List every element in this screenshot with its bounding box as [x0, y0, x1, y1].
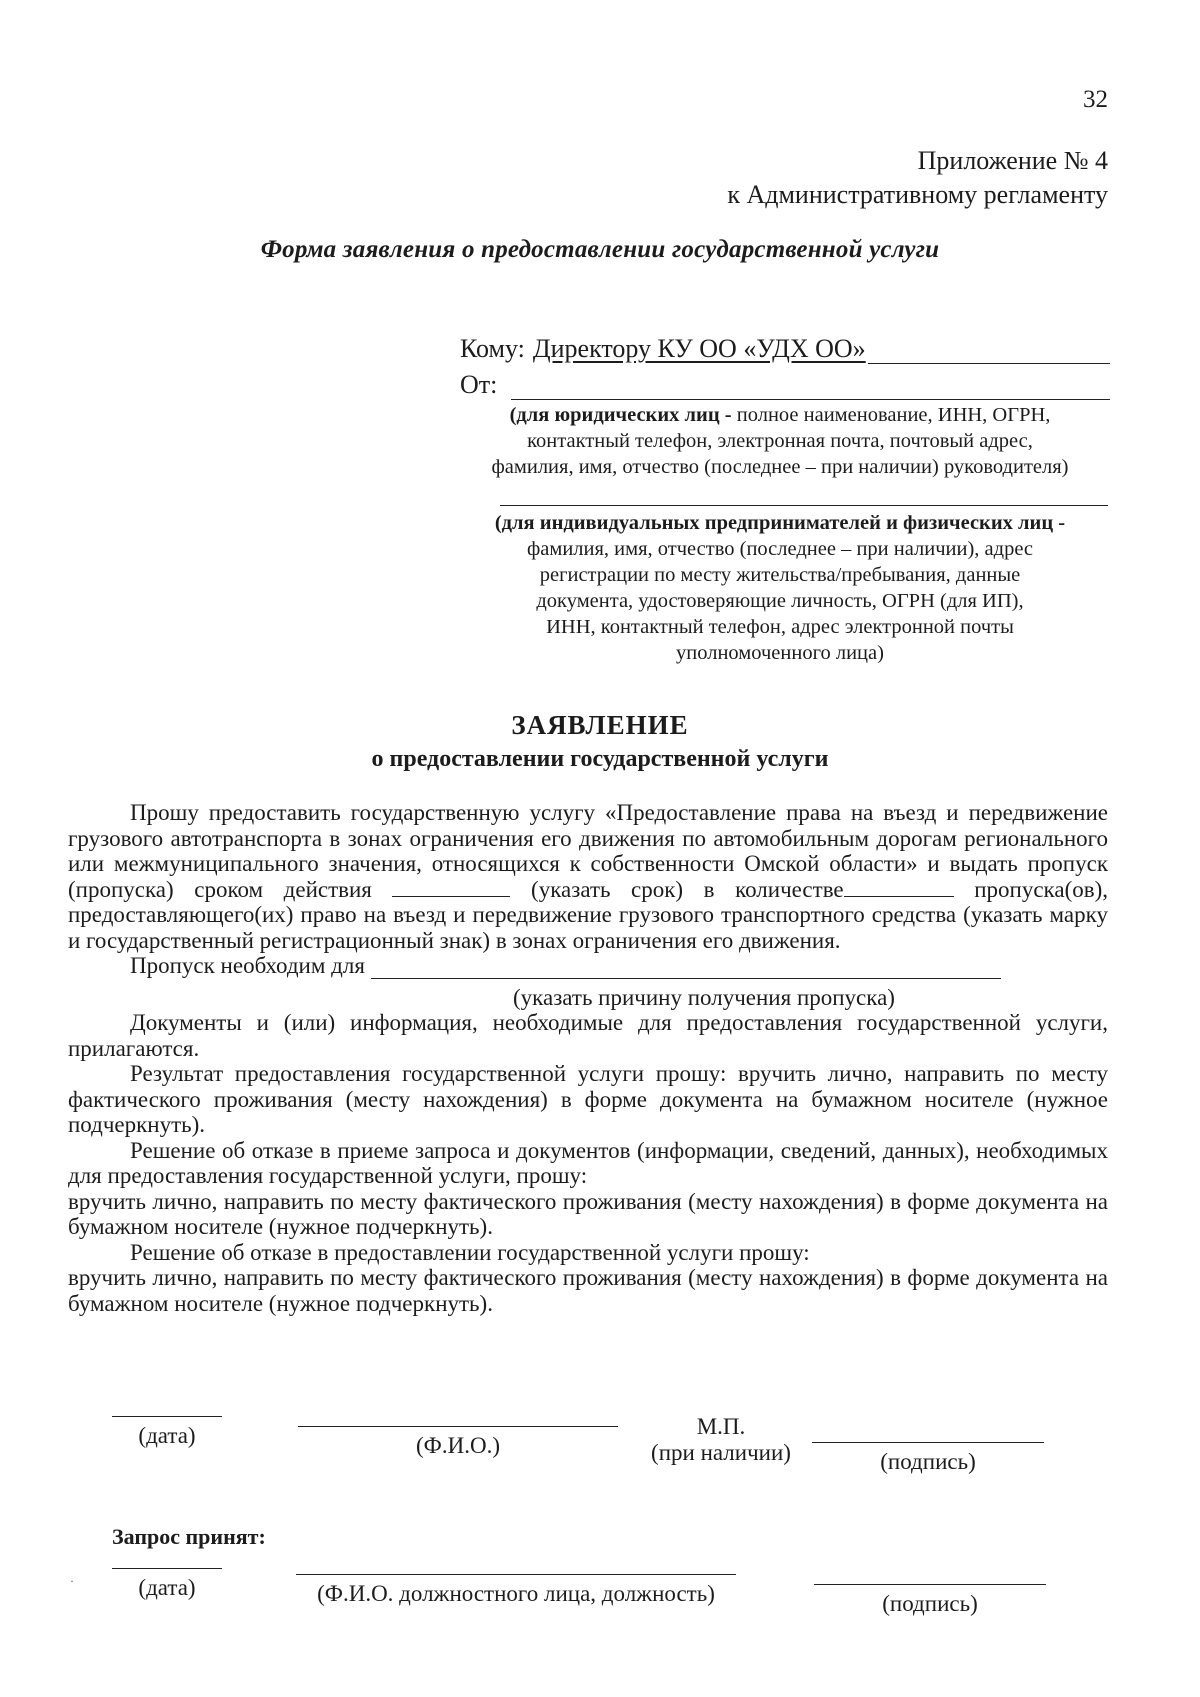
body-p1-part2: (указать срок) в количестве — [531, 876, 844, 902]
individual-hint-line2: фамилия, имя, отчество (последнее – при наличии), адрес — [526, 538, 1034, 560]
stamp-field — [636, 1414, 806, 1466]
individual-hint-line3: регистрации по месту жительства/пребывания, данные — [539, 564, 1021, 586]
page-number: 32 — [1083, 86, 1108, 113]
statement-body — [68, 800, 1108, 1316]
individual-hint-bold: (для индивидуальных предпринимателей и физических лиц - — [494, 512, 1066, 534]
individual-hint-line4: документа, удостоверяющие личность, ОГРН (для ИП), — [536, 590, 1024, 612]
legal-hint-bold: (для юридических лиц - — [509, 404, 732, 426]
legal-hint-line2: контактный телефон, электронная почта, почтовый адрес, — [527, 430, 1033, 452]
body-paragraph-4: Результат предоставления государственной услуги прошу: вручить лично, направить по месту фактического проживания (месту нахождения) в форме документа на бумажном носителе (нужное подчеркнуть). — [68, 1061, 1108, 1137]
reason-label: Пропуск необходим для — [130, 953, 365, 978]
legal-entity-hint — [450, 402, 1110, 480]
accepted-official-field — [296, 1574, 736, 1607]
body-paragraph-5: Решение об отказе в приеме запроса и документов (информации, сведений, данных), необходимых для предоставления государственной услуги, прошу: — [68, 1137, 1108, 1188]
accepted-official-caption: (Ф.И.О. должностного лица, должность) — [317, 1581, 715, 1606]
applicant-date-line — [112, 1416, 222, 1417]
appendix-header — [727, 144, 1108, 212]
form-title: Форма заявления о предоставлении государственной услуги — [260, 236, 940, 263]
accepted-date-caption: (дата) — [138, 1575, 196, 1600]
reason-fill-line — [371, 958, 1001, 979]
body-p1-part1: Прошу предоставить государственную услугу «Предоставление права на въезд и передвижение грузового автотранспорта в зонах ограничения его движения по автомобильным дорогам регионального или межмуниципального значения, относящихся к собственности Омской области» и выдать пропуск (пропуска) сроком действия — [68, 800, 1108, 902]
body-paragraph-7: Решение об отказе в предоставлении государственной услуги прошу: — [130, 1239, 810, 1265]
accepted-official-line — [296, 1574, 736, 1575]
body-paragraph-1 — [68, 800, 1108, 953]
accepted-signature-caption: (подпись) — [882, 1591, 978, 1616]
body-paragraph-6: вручить лично, направить по месту фактического проживания (месту нахождения) в форме документа на бумажном носителе (нужное подчеркнуть). — [68, 1188, 1108, 1239]
applicant-date-caption: (дата) — [138, 1423, 196, 1448]
individual-hint-line5: ИНН, контактный телефон, адрес электронной почты — [546, 616, 1014, 638]
appendix-reference: к Административному регламенту — [727, 180, 1108, 209]
body-p1-part3: пропуска(ов), предоставляющего(их) право на въезд и передвижение грузового транспортного средства (указать марку и государственный регистрационный знак) в зонах ограничения его движения. — [68, 876, 1109, 953]
body-paragraph-8: вручить лично, направить по месту фактического проживания (месту нахождения) в форме документа на бумажном носителе (нужное подчеркнуть). — [68, 1265, 1108, 1316]
individual-hint — [450, 510, 1110, 666]
applicant-date-field — [112, 1416, 222, 1449]
individual-fill-line — [500, 505, 1108, 506]
to-value: Директору КУ ОО «УДХ ОО» — [532, 334, 866, 363]
reason-line — [68, 953, 1108, 979]
scan-speck: · — [70, 1574, 74, 1588]
applicant-fio-caption: (Ф.И.О.) — [416, 1433, 500, 1458]
body-paragraph-3: Документы и (или) информация, необходимые для предоставления государственной услуги, прилагаются. — [68, 1010, 1108, 1061]
applicant-fio-line — [298, 1426, 618, 1427]
accepted-date-line — [112, 1568, 222, 1569]
to-fill-line — [868, 335, 1110, 364]
accepted-signature-field — [814, 1584, 1046, 1617]
statement-subtitle: о предоставлении государственной услуги — [371, 746, 829, 772]
to-line — [460, 330, 1110, 364]
applicant-signature-caption: (подпись) — [880, 1449, 976, 1474]
validity-blank — [392, 878, 510, 897]
quantity-blank — [844, 878, 954, 897]
addressee-block — [460, 330, 1110, 400]
accepted-signature-line — [814, 1584, 1046, 1585]
applicant-signature-line — [812, 1442, 1044, 1443]
from-line — [460, 368, 1110, 400]
appendix-number: Приложение № 4 — [917, 146, 1108, 175]
from-label: От: — [460, 370, 498, 399]
legal-hint-line1: полное наименование, ИНН, ОГРН, — [731, 404, 1051, 426]
accepted-date-field — [112, 1568, 222, 1601]
applicant-signature-field — [812, 1442, 1044, 1475]
from-fill-line — [511, 373, 1110, 400]
statement-title: ЗАЯВЛЕНИЕ — [511, 710, 689, 740]
stamp-label: М.П. — [696, 1414, 746, 1439]
stamp-note: (при наличии) — [651, 1440, 791, 1465]
reason-hint: (указать причину получения пропуска) — [513, 984, 895, 1010]
individual-hint-line6: уполномоченного лица) — [676, 642, 884, 664]
request-accepted-label: Запрос принят: — [112, 1524, 266, 1549]
legal-hint-line3: фамилия, имя, отчество (последнее – при наличии) руководителя) — [491, 456, 1069, 478]
applicant-fio-field — [298, 1426, 618, 1459]
to-label: Кому: — [460, 334, 525, 363]
